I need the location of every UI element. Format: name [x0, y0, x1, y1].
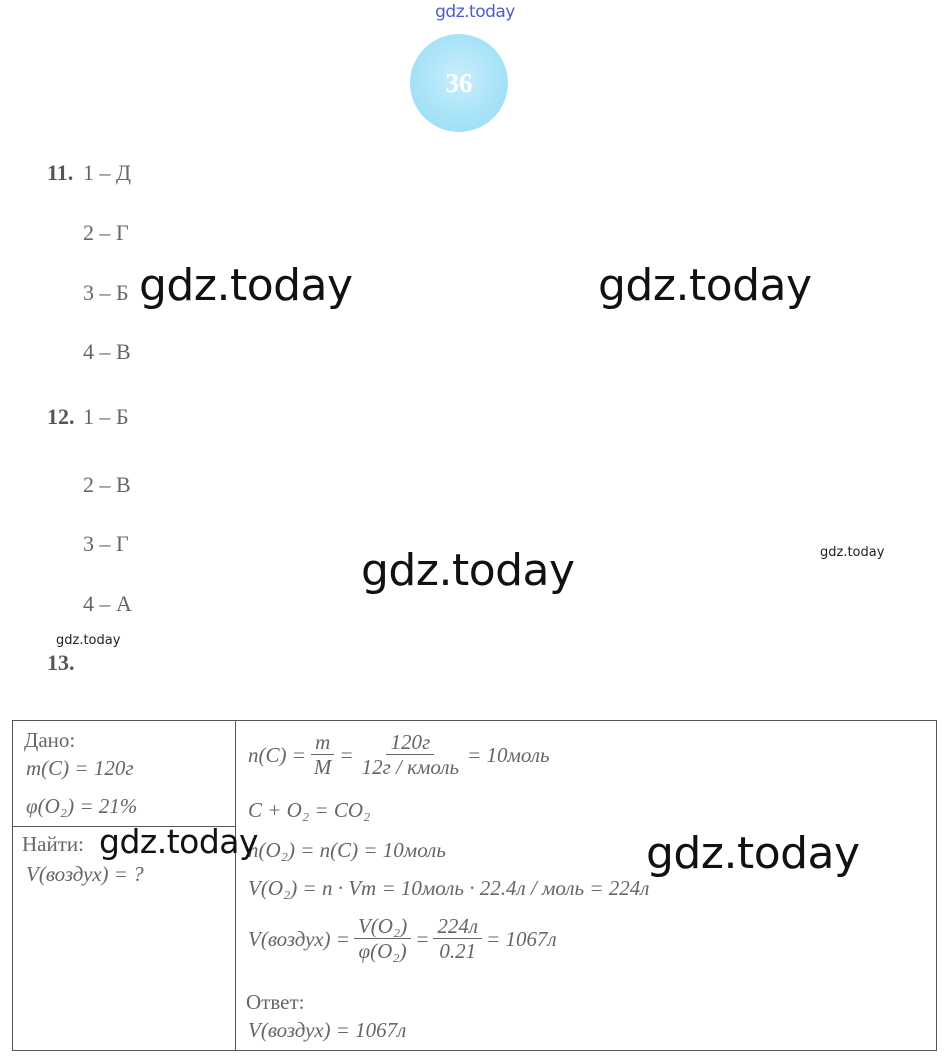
- eq5-result: = 1067л: [486, 926, 557, 951]
- eq1-fraction-values: [358, 730, 463, 780]
- question-12-number: 12.: [47, 404, 75, 429]
- q12-answer-2: 2 – В: [83, 472, 131, 497]
- given-mass: m(C) = 120г: [26, 756, 134, 780]
- eq5-fraction-values: [433, 914, 482, 964]
- q12-answer-3: 3 – Г: [83, 531, 129, 556]
- reaction-equation: C + O₂ = CO₂: [248, 798, 371, 822]
- question-13-number: 13.: [47, 650, 75, 675]
- eq1-frac2-denominator: 12г / кмоль: [361, 755, 460, 780]
- watermark-top: gdz.today: [435, 2, 515, 22]
- eq5-frac2-numerator: 224л: [433, 914, 482, 939]
- q12-answer-1: 1 – Б: [83, 404, 129, 429]
- question-11-number: 11.: [47, 160, 74, 185]
- eq1-frac1-denominator: M: [313, 755, 332, 780]
- page-number-badge: 36: [410, 34, 508, 132]
- q12-answer-4: 4 – А: [83, 591, 132, 616]
- table-column-divider: [235, 720, 236, 1051]
- q11-answer-3: 3 – Б: [83, 280, 129, 305]
- equation-moles-oxygen: n(O₂) = n(C) = 10моль: [248, 838, 446, 862]
- equation-moles-carbon: [248, 730, 550, 780]
- watermark-5: gdz.today: [646, 828, 860, 879]
- answer-value: V(воздух) = 1067л: [248, 1018, 407, 1042]
- watermark-3: gdz.today: [361, 545, 575, 596]
- q11-answer-1: 1 – Д: [83, 160, 132, 185]
- watermark-small-2: gdz.today: [56, 633, 121, 648]
- q11-answer-4: 4 – В: [83, 339, 131, 364]
- eq1-frac1-numerator: m: [311, 730, 334, 755]
- q11-answer-2: 2 – Г: [83, 220, 129, 245]
- given-volume-fraction: φ(O₂) = 21%: [26, 794, 138, 818]
- eq1-fraction-m-over-M: [310, 730, 336, 780]
- eq5-equals: =: [415, 926, 430, 951]
- watermark-1: gdz.today: [139, 260, 353, 311]
- eq5-frac1-numerator: V(O₂): [354, 914, 411, 939]
- eq5-frac2-denominator: 0.21: [439, 939, 477, 964]
- given-title: Дано:: [24, 728, 76, 752]
- eq5-frac1-denominator: φ(O₂): [358, 939, 407, 964]
- eq1-result: = 10моль: [467, 742, 550, 767]
- answer-title: Ответ:: [246, 990, 305, 1014]
- equation-volume-air: [248, 914, 557, 964]
- eq5-lhs: V(воздух) =: [248, 926, 350, 951]
- watermark-small-1: gdz.today: [820, 545, 885, 560]
- eq5-fraction-symbolic: [354, 914, 411, 964]
- watermark-2: gdz.today: [598, 260, 812, 311]
- eq1-equals: =: [339, 742, 354, 767]
- eq1-frac2-numerator: 120г: [386, 730, 434, 755]
- equation-volume-oxygen: V(O₂) = n · Vm = 10моль · 22.4л / моль = 224л: [248, 876, 650, 900]
- find-title: Найти:: [22, 832, 84, 856]
- eq1-lhs: n(C) =: [248, 742, 306, 767]
- watermark-4: gdz.today: [99, 822, 259, 861]
- find-value: V(воздух) = ?: [26, 862, 144, 886]
